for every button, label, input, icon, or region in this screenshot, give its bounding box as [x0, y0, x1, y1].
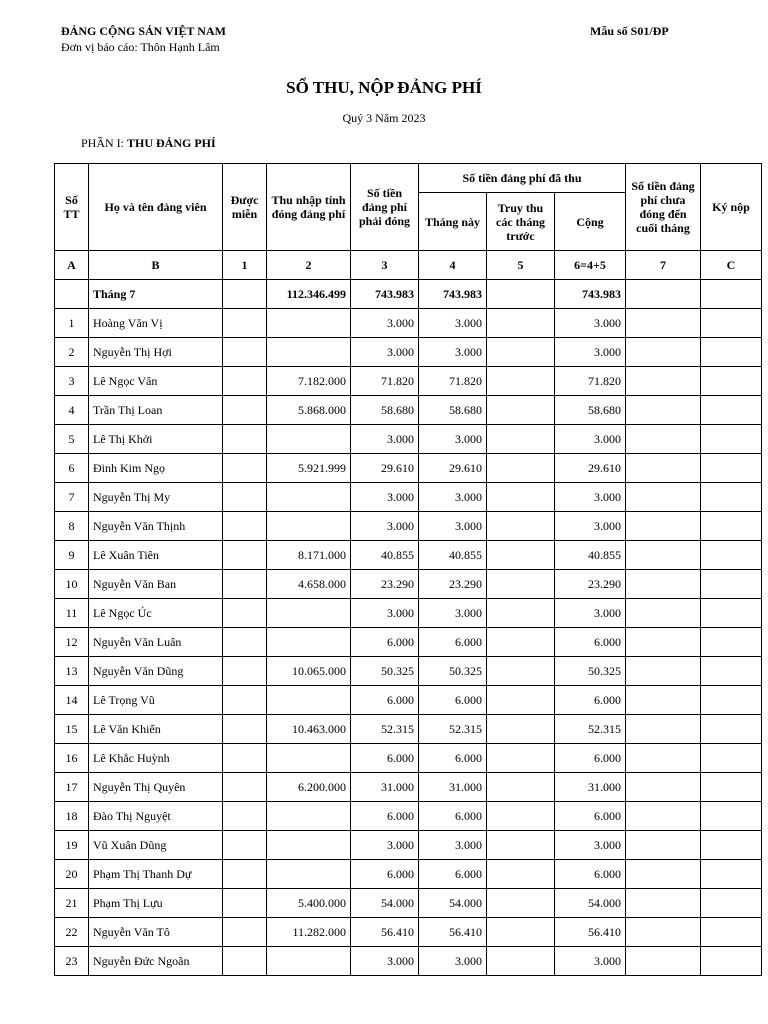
- col-exempt-header: Được miễn: [223, 164, 267, 251]
- cell-sign: [701, 686, 762, 715]
- cell-stt: 5: [55, 425, 89, 454]
- cell-exempt: [223, 309, 267, 338]
- cell-exempt: [223, 425, 267, 454]
- cell-due: 6.000: [351, 860, 419, 889]
- cell-total: 23.290: [555, 570, 626, 599]
- cell-total: 31.000: [555, 773, 626, 802]
- cell-stt: 23: [55, 947, 89, 976]
- cell-due: 29.610: [351, 454, 419, 483]
- cell-exempt: [223, 483, 267, 512]
- cell-this-month: 3.000: [419, 338, 487, 367]
- col-code: A: [55, 251, 89, 280]
- cell-arrears: [487, 541, 555, 570]
- cell-total: 50.325: [555, 657, 626, 686]
- cell-total: 3.000: [555, 483, 626, 512]
- cell-stt: 12: [55, 628, 89, 657]
- cell-income: 10.463.000: [267, 715, 351, 744]
- report-period: Quý 3 Năm 2023: [342, 111, 426, 125]
- cell-exempt: [223, 570, 267, 599]
- cell-this-month: 6.000: [419, 628, 487, 657]
- cell-member-name: Nguyễn Văn Tô: [89, 918, 223, 947]
- cell-unpaid: [626, 947, 701, 976]
- cell-arrears: [487, 947, 555, 976]
- cell-total: 56.410: [555, 918, 626, 947]
- cell-member-name: Vũ Xuân Dũng: [89, 831, 223, 860]
- cell-stt: 7: [55, 483, 89, 512]
- cell-income: 8.171.000: [267, 541, 351, 570]
- cell-sign: [701, 889, 762, 918]
- cell-exempt: [223, 338, 267, 367]
- table-row: [55, 657, 762, 686]
- cell-unpaid: [626, 657, 701, 686]
- cell-this-month: 3.000: [419, 309, 487, 338]
- cell-sign: [701, 918, 762, 947]
- cell-income: 11.282.000: [267, 918, 351, 947]
- cell-member-name: Lê Ngọc Úc: [89, 599, 223, 628]
- table-row: [55, 831, 762, 860]
- cell-stt: 22: [55, 918, 89, 947]
- cell-income: [267, 860, 351, 889]
- cell-sign: [701, 802, 762, 831]
- cell-total: 3.000: [555, 512, 626, 541]
- cell-unpaid: [626, 686, 701, 715]
- cell-member-name: Đào Thị Nguyệt: [89, 802, 223, 831]
- cell-member-name: Nguyễn Thị My: [89, 483, 223, 512]
- cell-income: [267, 338, 351, 367]
- cell-arrears: [487, 483, 555, 512]
- cell-unpaid: [626, 599, 701, 628]
- cell-exempt: [223, 280, 267, 309]
- cell-stt: 3: [55, 367, 89, 396]
- col-code: 1: [223, 251, 267, 280]
- col-code: 3: [351, 251, 419, 280]
- cell-total: 54.000: [555, 889, 626, 918]
- cell-total: 3.000: [555, 831, 626, 860]
- cell-arrears: [487, 512, 555, 541]
- cell-exempt: [223, 396, 267, 425]
- cell-this-month: 6.000: [419, 686, 487, 715]
- cell-exempt: [223, 599, 267, 628]
- cell-due: 52.315: [351, 715, 419, 744]
- cell-this-month: 23.290: [419, 570, 487, 599]
- cell-exempt: [223, 628, 267, 657]
- cell-total: 29.610: [555, 454, 626, 483]
- cell-this-month: 58.680: [419, 396, 487, 425]
- cell-unpaid: [626, 570, 701, 599]
- cell-income: [267, 947, 351, 976]
- col-code: B: [89, 251, 223, 280]
- cell-total: 58.680: [555, 396, 626, 425]
- month-arrears: [487, 280, 555, 309]
- cell-member-name: Lê Văn Khiển: [89, 715, 223, 744]
- cell-income: [267, 425, 351, 454]
- table-row: [55, 744, 762, 773]
- cell-sign: [701, 309, 762, 338]
- month-due: 743.983: [351, 280, 419, 309]
- col-stt-header: Số TT: [55, 164, 89, 251]
- cell-sign: [701, 541, 762, 570]
- section-prefix: PHẦN I:: [81, 136, 128, 150]
- cell-exempt: [223, 947, 267, 976]
- cell-income: 4.658.000: [267, 570, 351, 599]
- table-row: [55, 396, 762, 425]
- cell-total: 6.000: [555, 628, 626, 657]
- cell-due: 3.000: [351, 338, 419, 367]
- month-income: 112.346.499: [267, 280, 351, 309]
- col-code: 4: [419, 251, 487, 280]
- cell-this-month: 3.000: [419, 947, 487, 976]
- cell-sign: [701, 454, 762, 483]
- month-unpaid: [626, 280, 701, 309]
- cell-this-month: 54.000: [419, 889, 487, 918]
- cell-total: 6.000: [555, 802, 626, 831]
- cell-member-name: Phạm Thị Thanh Dự: [89, 860, 223, 889]
- cell-stt: 2: [55, 338, 89, 367]
- table-row: [55, 686, 762, 715]
- cell-stt: 6: [55, 454, 89, 483]
- cell-total: 40.855: [555, 541, 626, 570]
- cell-due: 54.000: [351, 889, 419, 918]
- cell-income: [267, 483, 351, 512]
- cell-arrears: [487, 889, 555, 918]
- cell-member-name: Nguyễn Thị Quyên: [89, 773, 223, 802]
- cell-arrears: [487, 367, 555, 396]
- cell-due: 71.820: [351, 367, 419, 396]
- month-this-month: 743.983: [419, 280, 487, 309]
- cell-member-name: Phạm Thị Lựu: [89, 889, 223, 918]
- col-name-header: Họ và tên đảng viên: [89, 164, 223, 251]
- cell-exempt: [223, 889, 267, 918]
- cell-this-month: 6.000: [419, 802, 487, 831]
- cell-unpaid: [626, 860, 701, 889]
- cell-unpaid: [626, 918, 701, 947]
- cell-stt: 15: [55, 715, 89, 744]
- cell-arrears: [487, 454, 555, 483]
- cell-sign: [701, 947, 762, 976]
- cell-unpaid: [626, 802, 701, 831]
- table-row: [55, 802, 762, 831]
- cell-exempt: [223, 744, 267, 773]
- cell-stt: 1: [55, 309, 89, 338]
- cell-member-name: Nguyễn Văn Ban: [89, 570, 223, 599]
- cell-unpaid: [626, 367, 701, 396]
- cell-exempt: [223, 715, 267, 744]
- cell-unpaid: [626, 628, 701, 657]
- col-due-header: Số tiền đảng phí phải đóng: [351, 164, 419, 251]
- cell-arrears: [487, 628, 555, 657]
- cell-due: 3.000: [351, 599, 419, 628]
- table-row: [55, 628, 762, 657]
- col-total-header: Cộng: [555, 193, 626, 251]
- cell-sign: [701, 657, 762, 686]
- cell-exempt: [223, 657, 267, 686]
- col-code: 7: [626, 251, 701, 280]
- cell-exempt: [223, 918, 267, 947]
- cell-arrears: [487, 396, 555, 425]
- cell-sign: [701, 483, 762, 512]
- cell-due: 31.000: [351, 773, 419, 802]
- cell-sign: [701, 744, 762, 773]
- table-row: [55, 338, 762, 367]
- cell-due: 23.290: [351, 570, 419, 599]
- cell-sign: [701, 570, 762, 599]
- cell-arrears: [487, 599, 555, 628]
- cell-income: [267, 744, 351, 773]
- cell-income: 6.200.000: [267, 773, 351, 802]
- cell-unpaid: [626, 454, 701, 483]
- cell-member-name: Hoàng Văn Vị: [89, 309, 223, 338]
- reporting-unit: Đơn vị báo cáo: Thôn Hạnh Lâm: [61, 40, 220, 54]
- cell-total: 3.000: [555, 425, 626, 454]
- cell-member-name: Đinh Kim Ngọ: [89, 454, 223, 483]
- cell-income: [267, 831, 351, 860]
- cell-this-month: 3.000: [419, 512, 487, 541]
- cell-income: [267, 628, 351, 657]
- table-row: [55, 512, 762, 541]
- col-unpaid-header: Số tiền đảng phí chưa đóng đến cuối tháng: [626, 164, 701, 251]
- cell-due: 3.000: [351, 425, 419, 454]
- cell-arrears: [487, 860, 555, 889]
- cell-arrears: [487, 657, 555, 686]
- cell-stt: 20: [55, 860, 89, 889]
- cell-arrears: [487, 425, 555, 454]
- table-row: [55, 889, 762, 918]
- col-collected-group-header: Số tiền đảng phí đã thu: [419, 164, 626, 193]
- cell-this-month: 56.410: [419, 918, 487, 947]
- cell-sign: [701, 860, 762, 889]
- cell-member-name: Trần Thị Loan: [89, 396, 223, 425]
- cell-income: [267, 599, 351, 628]
- cell-due: 40.855: [351, 541, 419, 570]
- cell-sign: [701, 396, 762, 425]
- cell-stt: 10: [55, 570, 89, 599]
- cell-due: 6.000: [351, 686, 419, 715]
- cell-stt: 8: [55, 512, 89, 541]
- cell-income: [267, 512, 351, 541]
- table-row: [55, 773, 762, 802]
- cell-total: 6.000: [555, 744, 626, 773]
- cell-due: 50.325: [351, 657, 419, 686]
- cell-stt: 11: [55, 599, 89, 628]
- cell-unpaid: [626, 309, 701, 338]
- cell-exempt: [223, 802, 267, 831]
- form-number: Mẫu số S01/ĐP: [590, 24, 669, 38]
- cell-income: 7.182.000: [267, 367, 351, 396]
- party-fee-table: [54, 163, 762, 976]
- col-code: C: [701, 251, 762, 280]
- cell-arrears: [487, 773, 555, 802]
- month-label: Tháng 7: [89, 280, 223, 309]
- cell-sign: [701, 599, 762, 628]
- cell-stt: 14: [55, 686, 89, 715]
- cell-stt: 19: [55, 831, 89, 860]
- cell-sign: [701, 715, 762, 744]
- cell-member-name: Lê Ngọc Vân: [89, 367, 223, 396]
- cell-exempt: [223, 686, 267, 715]
- cell-stt: 21: [55, 889, 89, 918]
- cell-due: 6.000: [351, 802, 419, 831]
- cell-exempt: [223, 831, 267, 860]
- cell-unpaid: [626, 831, 701, 860]
- cell-member-name: Lê Khắc Huỳnh: [89, 744, 223, 773]
- cell-this-month: 29.610: [419, 454, 487, 483]
- cell-member-name: Lê Xuân Tiên: [89, 541, 223, 570]
- cell-unpaid: [626, 483, 701, 512]
- cell-total: 6.000: [555, 686, 626, 715]
- cell-total: 3.000: [555, 309, 626, 338]
- cell-this-month: 71.820: [419, 367, 487, 396]
- cell-income: 5.868.000: [267, 396, 351, 425]
- cell-unpaid: [626, 512, 701, 541]
- cell-sign: [701, 773, 762, 802]
- cell-this-month: 31.000: [419, 773, 487, 802]
- table-row: [55, 947, 762, 976]
- cell-member-name: Lê Trọng Vũ: [89, 686, 223, 715]
- cell-exempt: [223, 512, 267, 541]
- cell-arrears: [487, 802, 555, 831]
- month-sign: [701, 280, 762, 309]
- cell-this-month: 52.315: [419, 715, 487, 744]
- cell-sign: [701, 628, 762, 657]
- cell-member-name: Nguyễn Văn Thịnh: [89, 512, 223, 541]
- table-row: [55, 599, 762, 628]
- section-name: THU ĐẢNG PHÍ: [127, 136, 216, 150]
- cell-due: 3.000: [351, 483, 419, 512]
- document-title: SỔ THU, NỘP ĐẢNG PHÍ: [286, 78, 482, 97]
- cell-this-month: 3.000: [419, 831, 487, 860]
- cell-arrears: [487, 570, 555, 599]
- cell-unpaid: [626, 715, 701, 744]
- cell-due: 3.000: [351, 512, 419, 541]
- cell-exempt: [223, 454, 267, 483]
- cell-member-name: Nguyễn Văn Luân: [89, 628, 223, 657]
- cell-unpaid: [626, 744, 701, 773]
- section-heading: [81, 136, 216, 151]
- cell-stt: 9: [55, 541, 89, 570]
- cell-due: 6.000: [351, 744, 419, 773]
- cell-unpaid: [626, 889, 701, 918]
- cell-unpaid: [626, 773, 701, 802]
- cell-income: [267, 309, 351, 338]
- table-row: [55, 483, 762, 512]
- col-income-header: Thu nhập tính đóng đảng phí: [267, 164, 351, 251]
- cell-income: 10.065.000: [267, 657, 351, 686]
- cell-sign: [701, 512, 762, 541]
- cell-sign: [701, 425, 762, 454]
- cell-due: 58.680: [351, 396, 419, 425]
- cell-arrears: [487, 686, 555, 715]
- col-this-month-header: Tháng này: [419, 193, 487, 251]
- col-sign-header: Ký nộp: [701, 164, 762, 251]
- cell-total: 6.000: [555, 860, 626, 889]
- col-code: 5: [487, 251, 555, 280]
- cell-this-month: 50.325: [419, 657, 487, 686]
- cell-this-month: 3.000: [419, 483, 487, 512]
- cell-stt: 16: [55, 744, 89, 773]
- cell-this-month: 6.000: [419, 744, 487, 773]
- cell-member-name: Nguyễn Đức Ngoãn: [89, 947, 223, 976]
- cell-unpaid: [626, 396, 701, 425]
- cell-income: [267, 802, 351, 831]
- cell-total: 71.820: [555, 367, 626, 396]
- cell-this-month: 3.000: [419, 599, 487, 628]
- cell-due: 3.000: [351, 831, 419, 860]
- cell-exempt: [223, 860, 267, 889]
- cell-due: 3.000: [351, 947, 419, 976]
- table-row: [55, 715, 762, 744]
- cell-exempt: [223, 773, 267, 802]
- cell-this-month: 3.000: [419, 425, 487, 454]
- table-row: [55, 570, 762, 599]
- cell-exempt: [223, 541, 267, 570]
- month-summary-row: [55, 280, 762, 309]
- cell-sign: [701, 338, 762, 367]
- party-name: ĐẢNG CỘNG SẢN VIỆT NAM: [61, 24, 226, 38]
- cell-stt: 17: [55, 773, 89, 802]
- cell-stt: 13: [55, 657, 89, 686]
- cell-arrears: [487, 831, 555, 860]
- cell-unpaid: [626, 338, 701, 367]
- table-row: [55, 860, 762, 889]
- table-row: [55, 367, 762, 396]
- cell-income: [267, 686, 351, 715]
- cell-this-month: 6.000: [419, 860, 487, 889]
- cell-sign: [701, 367, 762, 396]
- cell-stt: 4: [55, 396, 89, 425]
- cell-unpaid: [626, 425, 701, 454]
- cell-exempt: [223, 367, 267, 396]
- cell-member-name: Lê Thị Khởi: [89, 425, 223, 454]
- table-row: [55, 425, 762, 454]
- cell-stt: 18: [55, 802, 89, 831]
- cell-member-name: Nguyễn Văn Dũng: [89, 657, 223, 686]
- cell-arrears: [487, 338, 555, 367]
- col-arrears-header: Truy thu các tháng trước: [487, 193, 555, 251]
- cell-sign: [701, 831, 762, 860]
- cell-unpaid: [626, 541, 701, 570]
- table-row: [55, 454, 762, 483]
- cell-arrears: [487, 918, 555, 947]
- table-row: [55, 541, 762, 570]
- table-row: [55, 918, 762, 947]
- cell-total: 3.000: [555, 338, 626, 367]
- cell-member-name: Nguyễn Thị Hợi: [89, 338, 223, 367]
- cell-due: 56.410: [351, 918, 419, 947]
- cell-this-month: 40.855: [419, 541, 487, 570]
- cell-total: 3.000: [555, 599, 626, 628]
- cell-arrears: [487, 309, 555, 338]
- cell-income: 5.921.999: [267, 454, 351, 483]
- cell-arrears: [487, 744, 555, 773]
- cell-arrears: [487, 715, 555, 744]
- month-total: 743.983: [555, 280, 626, 309]
- col-code: 6=4+5: [555, 251, 626, 280]
- cell-due: 6.000: [351, 628, 419, 657]
- cell-income: 5.400.000: [267, 889, 351, 918]
- table-row: [55, 309, 762, 338]
- cell-total: 3.000: [555, 947, 626, 976]
- col-code: 2: [267, 251, 351, 280]
- cell-due: 3.000: [351, 309, 419, 338]
- cell-total: 52.315: [555, 715, 626, 744]
- cell-stt: [55, 280, 89, 309]
